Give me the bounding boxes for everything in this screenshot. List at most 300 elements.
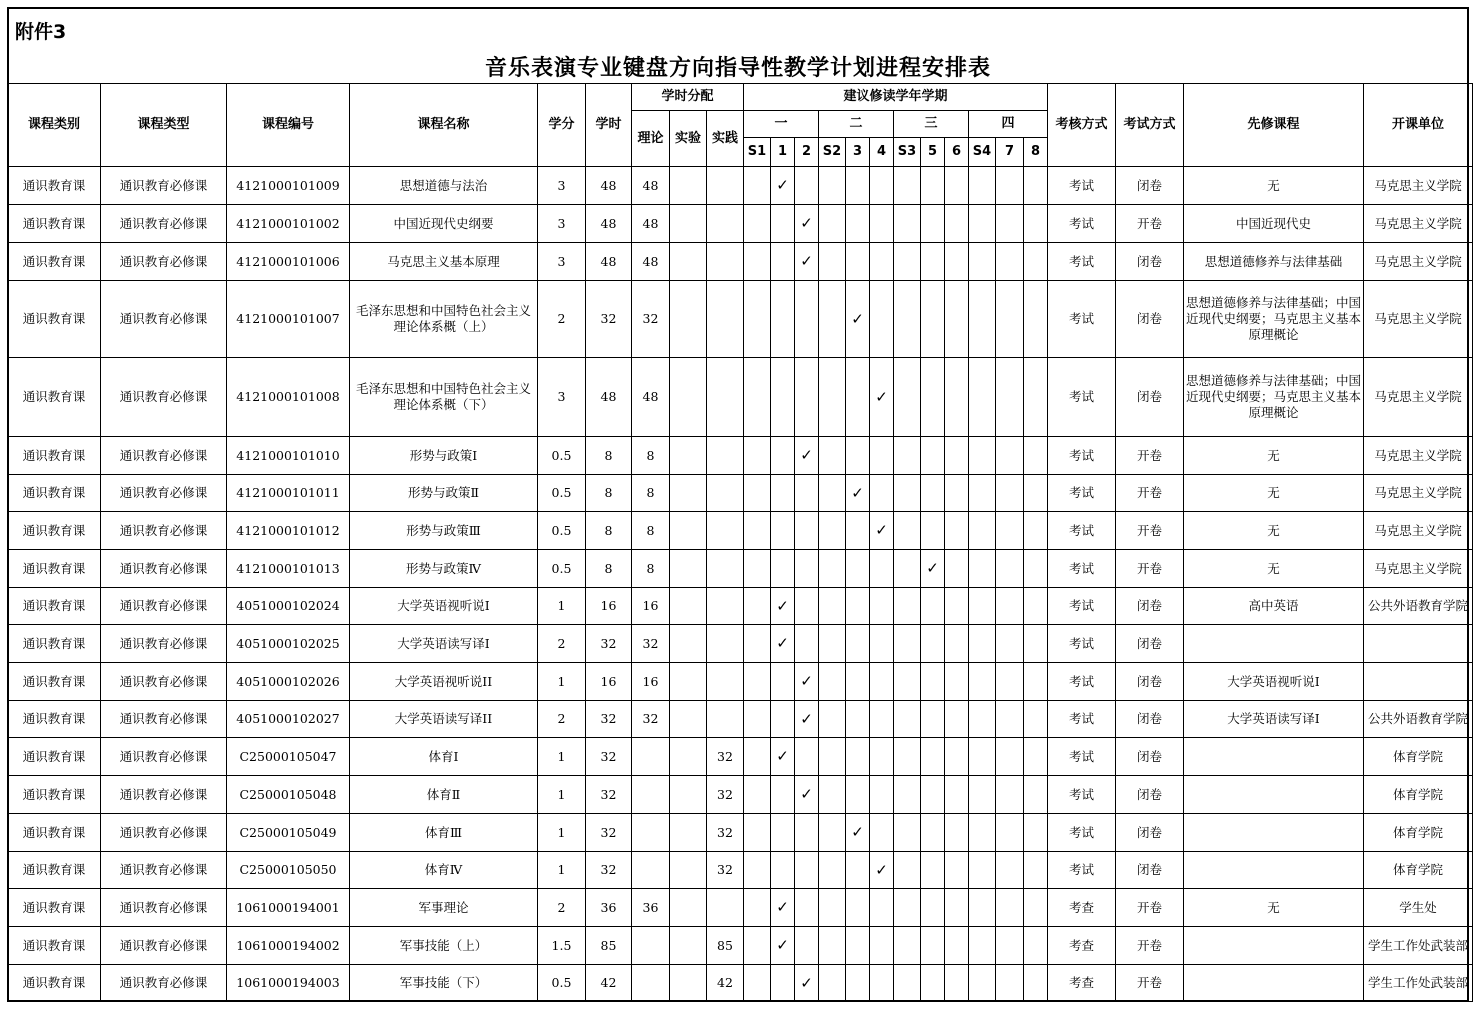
cell-practice (707, 437, 744, 475)
header-hours: 学时 (586, 84, 632, 167)
cell-unit: 体育学院 (1364, 814, 1473, 852)
cell-credit: 1 (538, 588, 586, 625)
cell-semester-7 (996, 205, 1024, 243)
header-name: 课程名称 (350, 84, 538, 167)
cell-semester-5 (921, 358, 945, 437)
table-row (8, 281, 1473, 358)
cell-category: 通识教育课 (8, 927, 101, 965)
cell-semester-8 (1024, 167, 1048, 205)
cell-credit: 1 (538, 852, 586, 889)
cell-exam: 闭卷 (1116, 588, 1184, 625)
cell-prereq: 大学英语读写译Ⅰ (1184, 701, 1364, 738)
cell-semester-S4 (969, 738, 996, 776)
cell-semester-S1 (744, 852, 771, 889)
cell-exam: 闭卷 (1116, 625, 1184, 663)
cell-semester-7 (996, 852, 1024, 889)
header-year-1: 一 (744, 111, 819, 138)
cell-semester-S1 (744, 738, 771, 776)
header-suggested-semester: 建议修读学年学期 (744, 84, 1048, 111)
cell-theory (632, 852, 670, 889)
cell-semester-8 (1024, 927, 1048, 965)
cell-theory: 48 (632, 167, 670, 205)
cell-theory (632, 738, 670, 776)
cell-semester-S4 (969, 776, 996, 814)
cell-semester-1 (771, 475, 795, 512)
cell-semester-3 (846, 588, 870, 625)
cell-semester-7 (996, 927, 1024, 965)
cell-type: 通识教育必修课 (101, 738, 227, 776)
header-sem-4: 4 (870, 138, 894, 167)
cell-semester-S3 (894, 281, 921, 358)
cell-semester-8 (1024, 776, 1048, 814)
document-sheet (7, 7, 1469, 1002)
cell-semester-7 (996, 437, 1024, 475)
cell-semester-S4 (969, 889, 996, 927)
cell-exam: 开卷 (1116, 512, 1184, 550)
check-mark-icon: ✓ (851, 309, 864, 328)
cell-experiment (670, 701, 707, 738)
cell-semester-S3 (894, 167, 921, 205)
cell-category: 通识教育课 (8, 588, 101, 625)
cell-semester-5 (921, 625, 945, 663)
cell-semester-7 (996, 965, 1024, 1002)
cell-type: 通识教育必修课 (101, 625, 227, 663)
check-mark-icon: ✓ (800, 672, 813, 690)
cell-category: 通识教育课 (8, 776, 101, 814)
cell-exam: 闭卷 (1116, 701, 1184, 738)
cell-semester-7 (996, 358, 1024, 437)
cell-name: 形势与政策Ⅱ (350, 475, 538, 512)
cell-semester-1 (771, 889, 795, 927)
cell-semester-S1 (744, 927, 771, 965)
cell-semester-S3 (894, 965, 921, 1002)
cell-semester-S1 (744, 663, 771, 701)
cell-exam: 闭卷 (1116, 776, 1184, 814)
cell-semester-8 (1024, 281, 1048, 358)
cell-semester-2 (795, 965, 819, 1002)
cell-semester-3 (846, 167, 870, 205)
cell-semester-4 (870, 625, 894, 663)
cell-semester-S4 (969, 205, 996, 243)
check-mark-icon: ✓ (800, 446, 813, 464)
cell-hours: 48 (586, 243, 632, 281)
cell-semester-S3 (894, 814, 921, 852)
cell-semester-2 (795, 701, 819, 738)
cell-name: 思想道德与法治 (350, 167, 538, 205)
cell-type: 通识教育必修课 (101, 281, 227, 358)
cell-semester-1 (771, 588, 795, 625)
cell-semester-6 (945, 965, 969, 1002)
cell-name: 军事技能（上） (350, 927, 538, 965)
cell-semester-8 (1024, 550, 1048, 588)
cell-hours: 16 (586, 663, 632, 701)
cell-semester-S4 (969, 437, 996, 475)
cell-semester-S2 (819, 738, 846, 776)
cell-semester-2 (795, 550, 819, 588)
cell-semester-S3 (894, 358, 921, 437)
cell-semester-6 (945, 663, 969, 701)
cell-name: 中国近现代史纲要 (350, 205, 538, 243)
cell-code: C25000105048 (227, 776, 350, 814)
cell-code: 4051000102025 (227, 625, 350, 663)
cell-code: 1061000194001 (227, 889, 350, 927)
cell-type: 通识教育必修课 (101, 437, 227, 475)
cell-semester-8 (1024, 243, 1048, 281)
cell-experiment (670, 588, 707, 625)
cell-hours: 85 (586, 927, 632, 965)
cell-theory (632, 776, 670, 814)
cell-unit: 马克思主义学院 (1364, 205, 1473, 243)
cell-category: 通识教育课 (8, 738, 101, 776)
cell-exam: 闭卷 (1116, 852, 1184, 889)
cell-semester-1 (771, 663, 795, 701)
cell-semester-S2 (819, 550, 846, 588)
header-year-2: 二 (819, 111, 894, 138)
cell-semester-5 (921, 205, 945, 243)
cell-credit: 0.5 (538, 475, 586, 512)
cell-semester-7 (996, 701, 1024, 738)
cell-semester-4 (870, 475, 894, 512)
cell-semester-S3 (894, 512, 921, 550)
cell-type: 通识教育必修课 (101, 358, 227, 437)
cell-semester-5 (921, 814, 945, 852)
cell-semester-3 (846, 927, 870, 965)
cell-semester-6 (945, 475, 969, 512)
check-mark-icon: ✓ (875, 521, 888, 539)
header-year-4: 四 (969, 111, 1048, 138)
check-mark-icon: ✓ (776, 747, 789, 765)
cell-semester-5 (921, 927, 945, 965)
cell-name: 大学英语视听说Ⅰ (350, 588, 538, 625)
cell-assess: 考试 (1048, 475, 1116, 512)
cell-category: 通识教育课 (8, 475, 101, 512)
cell-prereq: 无 (1184, 550, 1364, 588)
header-assessment: 考核方式 (1048, 84, 1116, 167)
cell-semester-3 (846, 205, 870, 243)
cell-assess: 考试 (1048, 852, 1116, 889)
cell-semester-S3 (894, 437, 921, 475)
cell-experiment (670, 889, 707, 927)
cell-credit: 3 (538, 358, 586, 437)
cell-semester-8 (1024, 701, 1048, 738)
cell-semester-S3 (894, 205, 921, 243)
cell-assess: 考试 (1048, 738, 1116, 776)
header-credit: 学分 (538, 84, 586, 167)
check-mark-icon: ✓ (776, 596, 789, 615)
cell-hours: 48 (586, 167, 632, 205)
header-sem-3: 3 (846, 138, 870, 167)
cell-hours: 32 (586, 814, 632, 852)
cell-name: 毛泽东思想和中国特色社会主义理论体系概（下） (350, 358, 538, 437)
cell-semester-2 (795, 889, 819, 927)
check-mark-icon: ✓ (776, 936, 789, 954)
cell-semester-S3 (894, 243, 921, 281)
cell-semester-5 (921, 167, 945, 205)
cell-experiment (670, 625, 707, 663)
cell-unit: 公共外语教育学院 (1364, 701, 1473, 738)
table-row (8, 205, 1473, 243)
cell-hours: 8 (586, 437, 632, 475)
cell-assess: 考试 (1048, 281, 1116, 358)
cell-hours: 32 (586, 625, 632, 663)
cell-credit: 2 (538, 889, 586, 927)
cell-semester-6 (945, 625, 969, 663)
header-sem-5: 5 (921, 138, 945, 167)
cell-semester-1 (771, 550, 795, 588)
table-row (8, 701, 1473, 738)
cell-semester-S4 (969, 625, 996, 663)
cell-exam: 开卷 (1116, 965, 1184, 1002)
cell-theory: 32 (632, 625, 670, 663)
cell-name: 体育Ⅰ (350, 738, 538, 776)
cell-semester-4 (870, 814, 894, 852)
cell-semester-S1 (744, 889, 771, 927)
cell-semester-7 (996, 663, 1024, 701)
table-row (8, 243, 1473, 281)
cell-theory (632, 814, 670, 852)
cell-semester-1 (771, 776, 795, 814)
cell-semester-S1 (744, 625, 771, 663)
cell-experiment (670, 776, 707, 814)
cell-semester-S4 (969, 358, 996, 437)
table-row (8, 512, 1473, 550)
cell-prereq: 无 (1184, 512, 1364, 550)
table-row (8, 475, 1473, 512)
cell-semester-2 (795, 588, 819, 625)
cell-semester-2 (795, 512, 819, 550)
cell-semester-S4 (969, 852, 996, 889)
cell-theory: 36 (632, 889, 670, 927)
cell-assess: 考试 (1048, 588, 1116, 625)
cell-type: 通识教育必修课 (101, 965, 227, 1002)
cell-semester-1 (771, 205, 795, 243)
cell-code: 4051000102024 (227, 588, 350, 625)
header-type: 课程类型 (101, 84, 227, 167)
cell-category: 通识教育课 (8, 852, 101, 889)
cell-prereq: 思想道德修养与法律基础；中国近现代史纲要；马克思主义基本原理概论 (1184, 281, 1364, 358)
cell-semester-5 (921, 889, 945, 927)
cell-semester-4 (870, 512, 894, 550)
table-row (8, 437, 1473, 475)
cell-semester-S1 (744, 814, 771, 852)
cell-semester-1 (771, 243, 795, 281)
cell-semester-8 (1024, 852, 1048, 889)
cell-semester-S2 (819, 776, 846, 814)
cell-semester-8 (1024, 814, 1048, 852)
cell-semester-S3 (894, 738, 921, 776)
cell-credit: 0.5 (538, 512, 586, 550)
cell-credit: 0.5 (538, 437, 586, 475)
cell-credit: 1.5 (538, 927, 586, 965)
check-mark-icon: ✓ (875, 860, 888, 879)
cell-unit: 体育学院 (1364, 852, 1473, 889)
cell-semester-S1 (744, 776, 771, 814)
cell-semester-1 (771, 927, 795, 965)
table-row (8, 889, 1473, 927)
cell-semester-8 (1024, 625, 1048, 663)
cell-unit: 学生工作处武装部 (1364, 927, 1473, 965)
cell-name: 形势与政策Ⅲ (350, 512, 538, 550)
cell-assess: 考试 (1048, 358, 1116, 437)
cell-semester-1 (771, 167, 795, 205)
cell-name: 军事理论 (350, 889, 538, 927)
cell-semester-S4 (969, 663, 996, 701)
table-row (8, 965, 1473, 1002)
cell-unit (1364, 663, 1473, 701)
cell-category: 通识教育课 (8, 701, 101, 738)
cell-semester-4 (870, 358, 894, 437)
cell-semester-7 (996, 814, 1024, 852)
cell-semester-S3 (894, 588, 921, 625)
cell-semester-4 (870, 550, 894, 588)
cell-semester-6 (945, 889, 969, 927)
cell-practice (707, 550, 744, 588)
cell-experiment (670, 167, 707, 205)
cell-semester-S4 (969, 281, 996, 358)
header-year-3: 三 (894, 111, 969, 138)
cell-semester-2 (795, 243, 819, 281)
cell-semester-S2 (819, 814, 846, 852)
cell-semester-S3 (894, 852, 921, 889)
cell-semester-1 (771, 281, 795, 358)
cell-semester-S2 (819, 358, 846, 437)
cell-practice: 85 (707, 927, 744, 965)
cell-semester-S3 (894, 701, 921, 738)
table-row (8, 588, 1473, 625)
cell-semester-S2 (819, 927, 846, 965)
cell-semester-S1 (744, 475, 771, 512)
cell-credit: 3 (538, 205, 586, 243)
header-exam: 考试方式 (1116, 84, 1184, 167)
cell-semester-7 (996, 776, 1024, 814)
cell-semester-S2 (819, 512, 846, 550)
header-sem-s1: S1 (744, 138, 771, 167)
cell-semester-4 (870, 437, 894, 475)
cell-experiment (670, 663, 707, 701)
check-mark-icon: ✓ (776, 898, 789, 916)
cell-semester-S2 (819, 475, 846, 512)
cell-semester-2 (795, 625, 819, 663)
table-row (8, 738, 1473, 776)
header-category: 课程类别 (8, 84, 101, 167)
cell-semester-4 (870, 588, 894, 625)
cell-exam: 闭卷 (1116, 167, 1184, 205)
cell-semester-S4 (969, 550, 996, 588)
check-mark-icon: ✓ (800, 973, 813, 992)
cell-experiment (670, 358, 707, 437)
cell-name: 大学英语视听说II (350, 663, 538, 701)
cell-semester-5 (921, 965, 945, 1002)
cell-semester-5 (921, 512, 945, 550)
cell-type: 通识教育必修课 (101, 701, 227, 738)
cell-practice (707, 588, 744, 625)
cell-name: 体育Ⅱ (350, 776, 538, 814)
cell-experiment (670, 814, 707, 852)
cell-semester-7 (996, 512, 1024, 550)
cell-semester-8 (1024, 358, 1048, 437)
cell-theory: 48 (632, 243, 670, 281)
cell-semester-1 (771, 437, 795, 475)
cell-experiment (670, 550, 707, 588)
cell-semester-5 (921, 550, 945, 588)
cell-semester-3 (846, 550, 870, 588)
cell-type: 通识教育必修课 (101, 927, 227, 965)
cell-semester-6 (945, 852, 969, 889)
cell-exam: 开卷 (1116, 550, 1184, 588)
cell-code: 4121000101009 (227, 167, 350, 205)
cell-practice: 32 (707, 852, 744, 889)
cell-code: 4051000102026 (227, 663, 350, 701)
cell-type: 通识教育必修课 (101, 205, 227, 243)
cell-theory: 32 (632, 701, 670, 738)
cell-prereq (1184, 965, 1364, 1002)
header-practice: 实践 (707, 111, 744, 167)
teaching-plan-table (7, 83, 1473, 1002)
cell-semester-S4 (969, 965, 996, 1002)
cell-theory: 48 (632, 205, 670, 243)
cell-semester-S1 (744, 205, 771, 243)
header-hours-distribution: 学时分配 (632, 84, 744, 111)
cell-assess: 考试 (1048, 814, 1116, 852)
cell-hours: 16 (586, 588, 632, 625)
cell-practice (707, 358, 744, 437)
cell-semester-6 (945, 358, 969, 437)
cell-unit: 马克思主义学院 (1364, 358, 1473, 437)
cell-name: 体育Ⅳ (350, 852, 538, 889)
cell-semester-S2 (819, 243, 846, 281)
cell-unit (1364, 625, 1473, 663)
cell-semester-S4 (969, 588, 996, 625)
cell-theory (632, 927, 670, 965)
cell-semester-4 (870, 205, 894, 243)
cell-theory: 8 (632, 437, 670, 475)
table-row (8, 358, 1473, 437)
cell-prereq: 思想道德修养与法律基础；中国近现代史纲要；马克思主义基本原理概论 (1184, 358, 1364, 437)
cell-category: 通识教育课 (8, 965, 101, 1002)
cell-semester-5 (921, 738, 945, 776)
cell-practice (707, 243, 744, 281)
cell-semester-1 (771, 625, 795, 663)
cell-hours: 48 (586, 358, 632, 437)
cell-experiment (670, 475, 707, 512)
cell-category: 通识教育课 (8, 437, 101, 475)
header-experiment: 实验 (670, 111, 707, 167)
check-mark-icon: ✓ (776, 634, 789, 652)
cell-practice (707, 701, 744, 738)
cell-code: C25000105047 (227, 738, 350, 776)
check-mark-icon: ✓ (800, 214, 813, 232)
cell-unit: 马克思主义学院 (1364, 550, 1473, 588)
cell-hours: 32 (586, 776, 632, 814)
cell-semester-6 (945, 701, 969, 738)
cell-semester-1 (771, 965, 795, 1002)
cell-semester-6 (945, 281, 969, 358)
cell-semester-4 (870, 927, 894, 965)
cell-code: 4121000101010 (227, 437, 350, 475)
cell-semester-S1 (744, 437, 771, 475)
cell-code: 4121000101007 (227, 281, 350, 358)
cell-credit: 3 (538, 167, 586, 205)
cell-semester-2 (795, 852, 819, 889)
cell-assess: 考试 (1048, 663, 1116, 701)
cell-semester-S2 (819, 588, 846, 625)
cell-semester-5 (921, 663, 945, 701)
header-sem-7: 7 (996, 138, 1024, 167)
cell-hours: 8 (586, 512, 632, 550)
cell-type: 通识教育必修课 (101, 243, 227, 281)
cell-semester-S2 (819, 701, 846, 738)
cell-semester-3 (846, 663, 870, 701)
